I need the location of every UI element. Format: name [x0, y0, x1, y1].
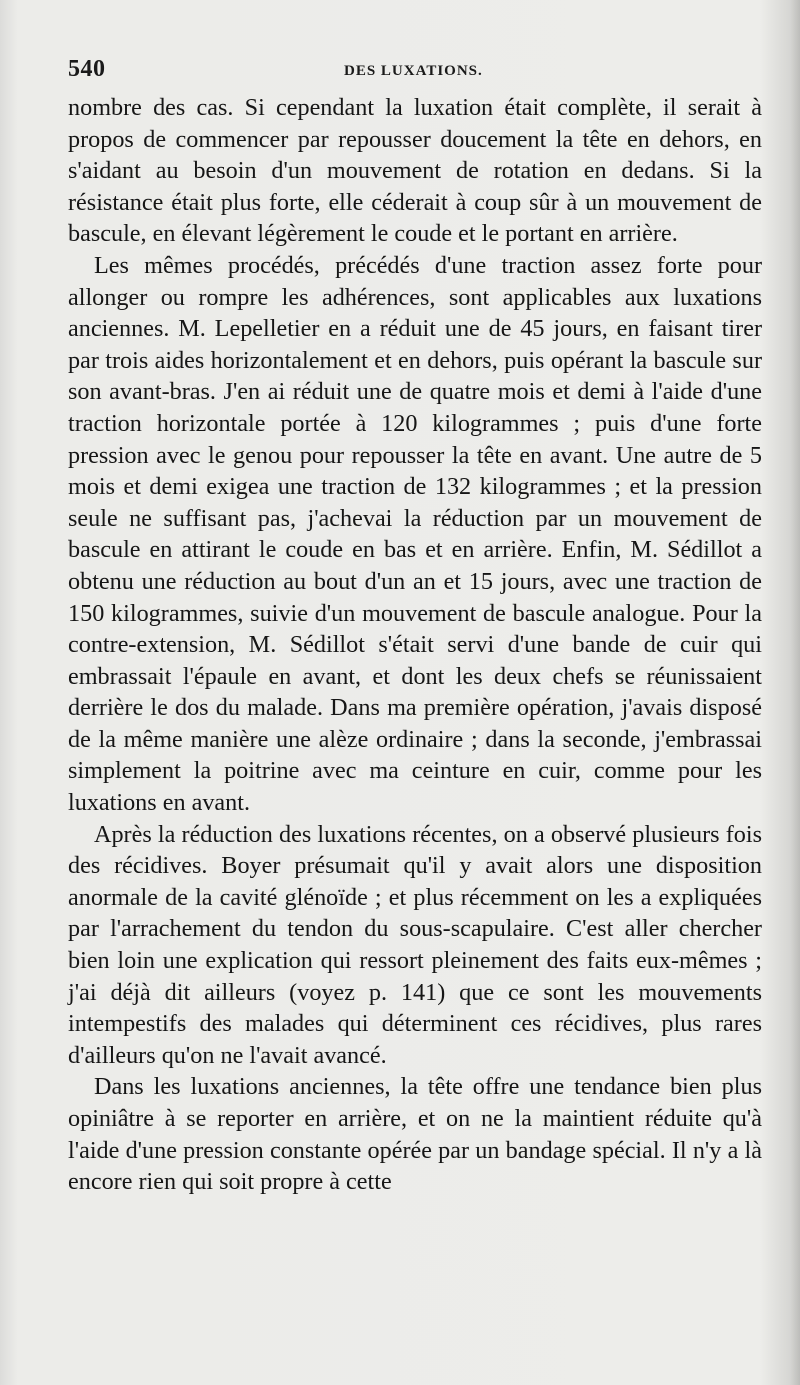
- paragraph-old-luxations: Les mêmes procédés, précédés d'une traction assez forte pour allonger ou rompre les adhérences, sont applicables aux luxations anciennes. M. Lepelletier en a réduit une de 45 jours, en faisant tirer par trois aides horizontalement et en dehors, puis opérant la bascule sur son avant-bras. J'en ai réduit une de quatre mois et demi à l'aide d'une traction horizontale portée à 120 kilogrammes ; puis d'une forte pression avec le genou pour repousser la tête en avant. Une autre de 5 mois et demi exigea une traction de 132 kilogrammes ; et la pression seule ne suffisant pas, j'achevai la réduction par un mouvement de bascule en attirant le coude en bas et en arrière. Enfin, M. Sédillot a obtenu une réduction au bout d'un an et 15 jours, avec une traction de 150 kilogrammes, suivie d'un mouvement de bascule analogue. Pour la contre-extension, M. Sédillot s'était servi d'une bande de cuir qui embrassait l'épaule en avant, et dont les deux chefs se réunissaient derrière le dos du malade. Dans ma première opération, j'avais disposé de la même manière une alèze ordinaire ; dans la seconde, j'embrassai simplement la poitrine avec ma ceinture en cuir, comme pour les luxations en avant.: [68, 251, 762, 817]
- paragraph-bandage: Dans les luxations anciennes, la tête offre une tendance bien plus opiniâtre à se reporter en arrière, et on ne la maintient réduite qu'à l'aide d'une pression constante opérée par un bandage spécial. Il n'y a là encore rien qui soit propre à cette: [68, 1073, 762, 1196]
- paragraph-recurrences: Après la réduction des luxations récentes, on a observé plusieurs fois des récidives. Boyer présumait qu'il y avait alors une disposition anormale de la cavité glénoïde ; et plus récemment on les a expliquées par l'arrachement du tendon du sous-scapulaire. C'est aller chercher bien loin une explication qui ressort pleinement des faits eux-mêmes ; j'ai déjà dit ailleurs (voyez p. 141) que ce sont les mouvements intempestifs des malades qui déterminent ces récidives, plus rares d'ailleurs qu'on ne l'avait avancé.: [68, 820, 762, 1069]
- paragraph-continued: nombre des cas. Si cependant la luxation était complète, il serait à propos de commencer par repousser doucement la tête en dehors, en s'aidant au besoin d'un mouvement de rotation en dedans. Si la résistance était plus forte, elle céderait à coup sûr à un mouvement de bascule, en élevant légèrement le coude et le portant en arrière.: [68, 94, 762, 248]
- body-text: [68, 92, 762, 1198]
- running-title: DES LUXATIONS.: [344, 63, 483, 79]
- page-header: [68, 56, 760, 90]
- page-number: 540: [68, 56, 106, 82]
